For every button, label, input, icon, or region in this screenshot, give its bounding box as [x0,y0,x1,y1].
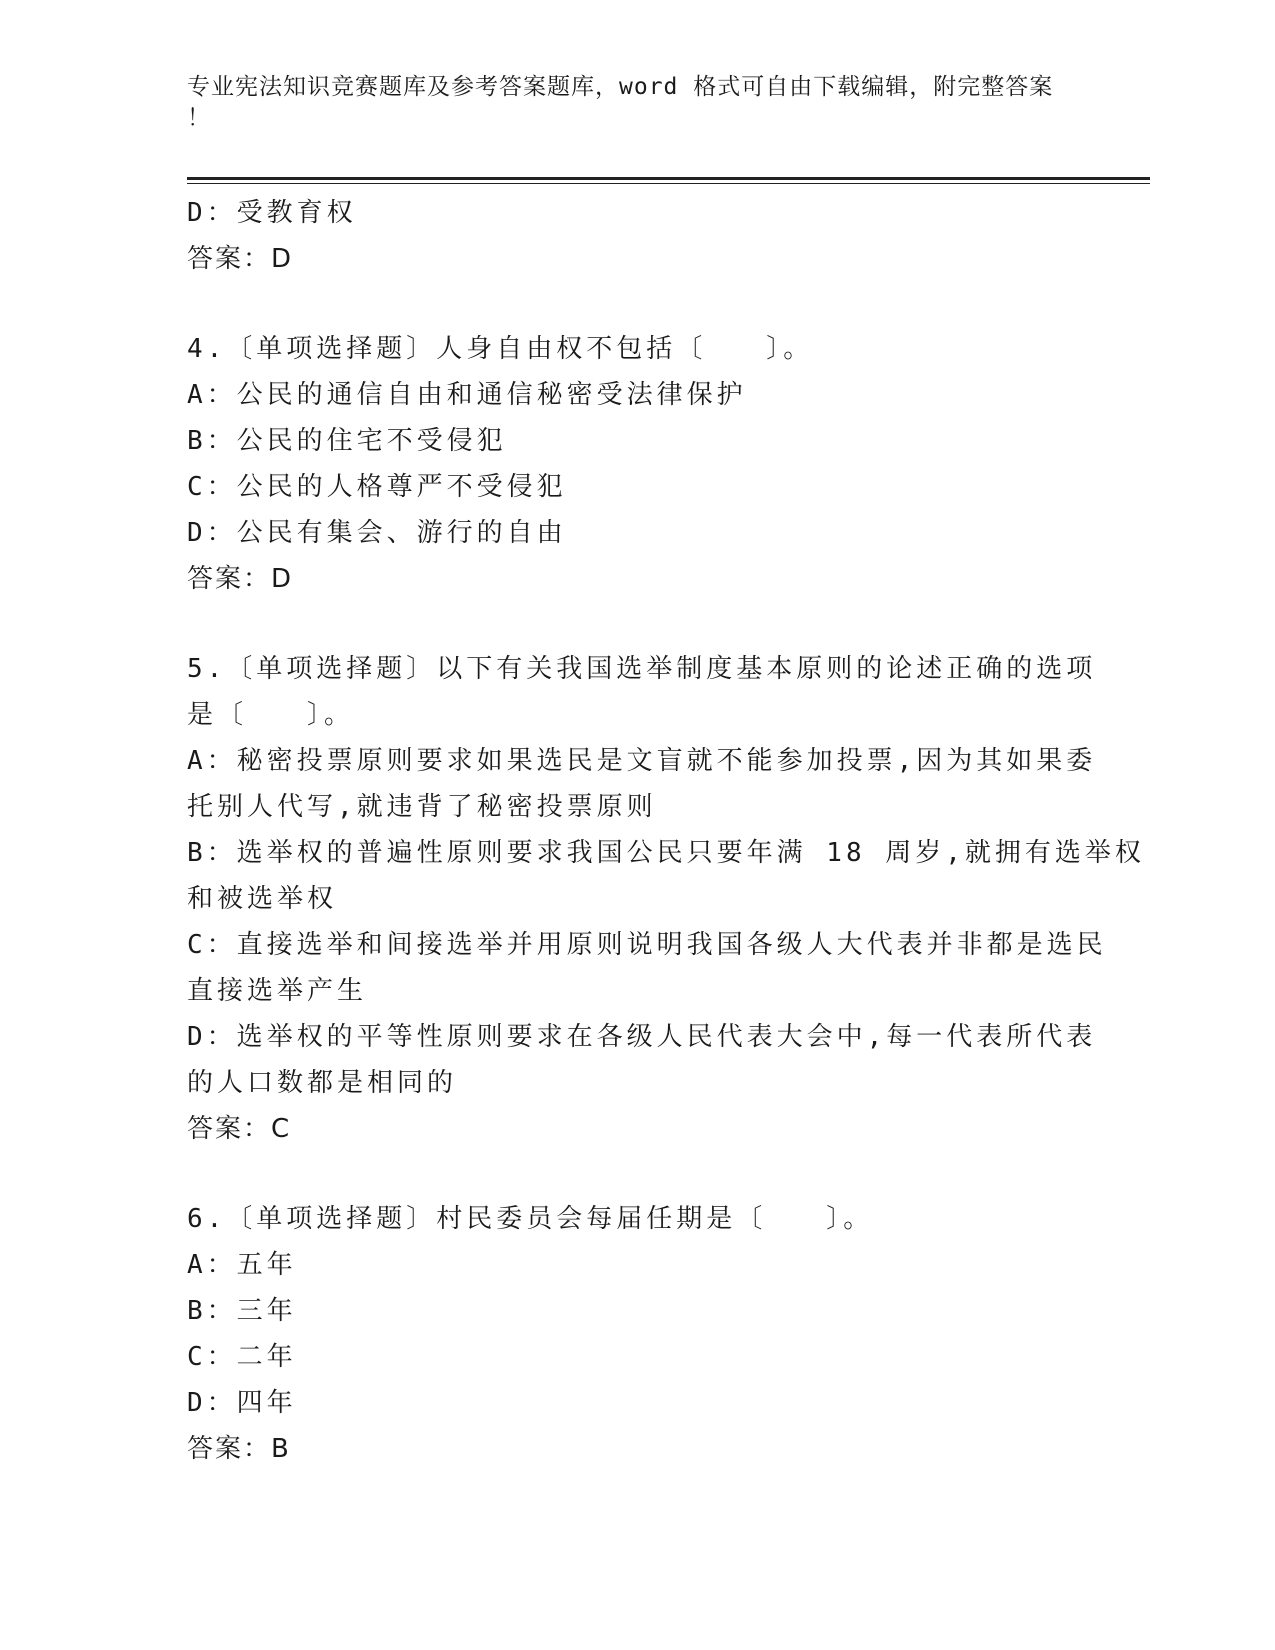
option-a: A：公民的通信自由和通信秘密受法律保护 [187,380,747,410]
option-b: B：三年 [187,1296,297,1326]
option-d: D：公民有集会、游行的自由 [187,518,567,548]
option-c: C：直接选举和间接选举并用原则说明我国各级人大代表并非都是选民 [187,930,1107,960]
answer: 答案：D [187,244,294,274]
option-d: D：受教育权 [187,198,357,228]
answer: 答案：B [187,1434,291,1464]
option-d-continuation: 的人口数都是相同的 [187,1068,458,1098]
option-c: C：二年 [187,1342,297,1372]
question-stem: 6.〔单项选择题〕村民委员会每届任期是〔 〕。 [187,1204,874,1234]
option-d: D：四年 [187,1388,297,1418]
option-a-continuation: 托别人代写,就违背了秘密投票原则 [187,792,657,822]
option-c-continuation: 直接选举产生 [187,976,368,1006]
question-stem-continuation: 是〔 〕。 [187,700,355,730]
option-b-continuation: 和被选举权 [187,884,338,914]
question-5 [187,646,1145,1152]
document-header [187,72,1067,134]
option-c: C：公民的人格尊严不受侵犯 [187,472,567,502]
option-a: A：五年 [187,1250,297,1280]
header-title-continuation: ！ [187,105,211,131]
header-divider-thick [187,177,1150,180]
option-a: A：秘密投票原则要求如果选民是文盲就不能参加投票,因为其如果委 [187,746,1097,776]
question-4 [187,326,1087,602]
question-3-tail [187,190,1087,282]
option-d: D：选举权的平等性原则要求在各级人民代表大会中,每一代表所代表 [187,1022,1097,1052]
option-b: B：公民的住宅不受侵犯 [187,426,507,456]
answer: 答案：C [187,1114,292,1144]
question-stem: 4.〔单项选择题〕人身自由权不包括〔 〕。 [187,334,814,364]
question-stem: 5.〔单项选择题〕以下有关我国选举制度基本原则的论述正确的选项 [187,654,1097,684]
header-divider-thin [187,183,1150,184]
question-list [187,190,1145,1472]
option-b: B：选举权的普遍性原则要求我国公民只要年满 18 周岁,就拥有选举权 [187,838,1145,868]
question-6 [187,1196,1087,1472]
header-title: 专业宪法知识竞赛题库及参考答案题库，word 格式可自由下载编辑，附完整答案 [187,74,1054,100]
answer: 答案：D [187,564,294,594]
